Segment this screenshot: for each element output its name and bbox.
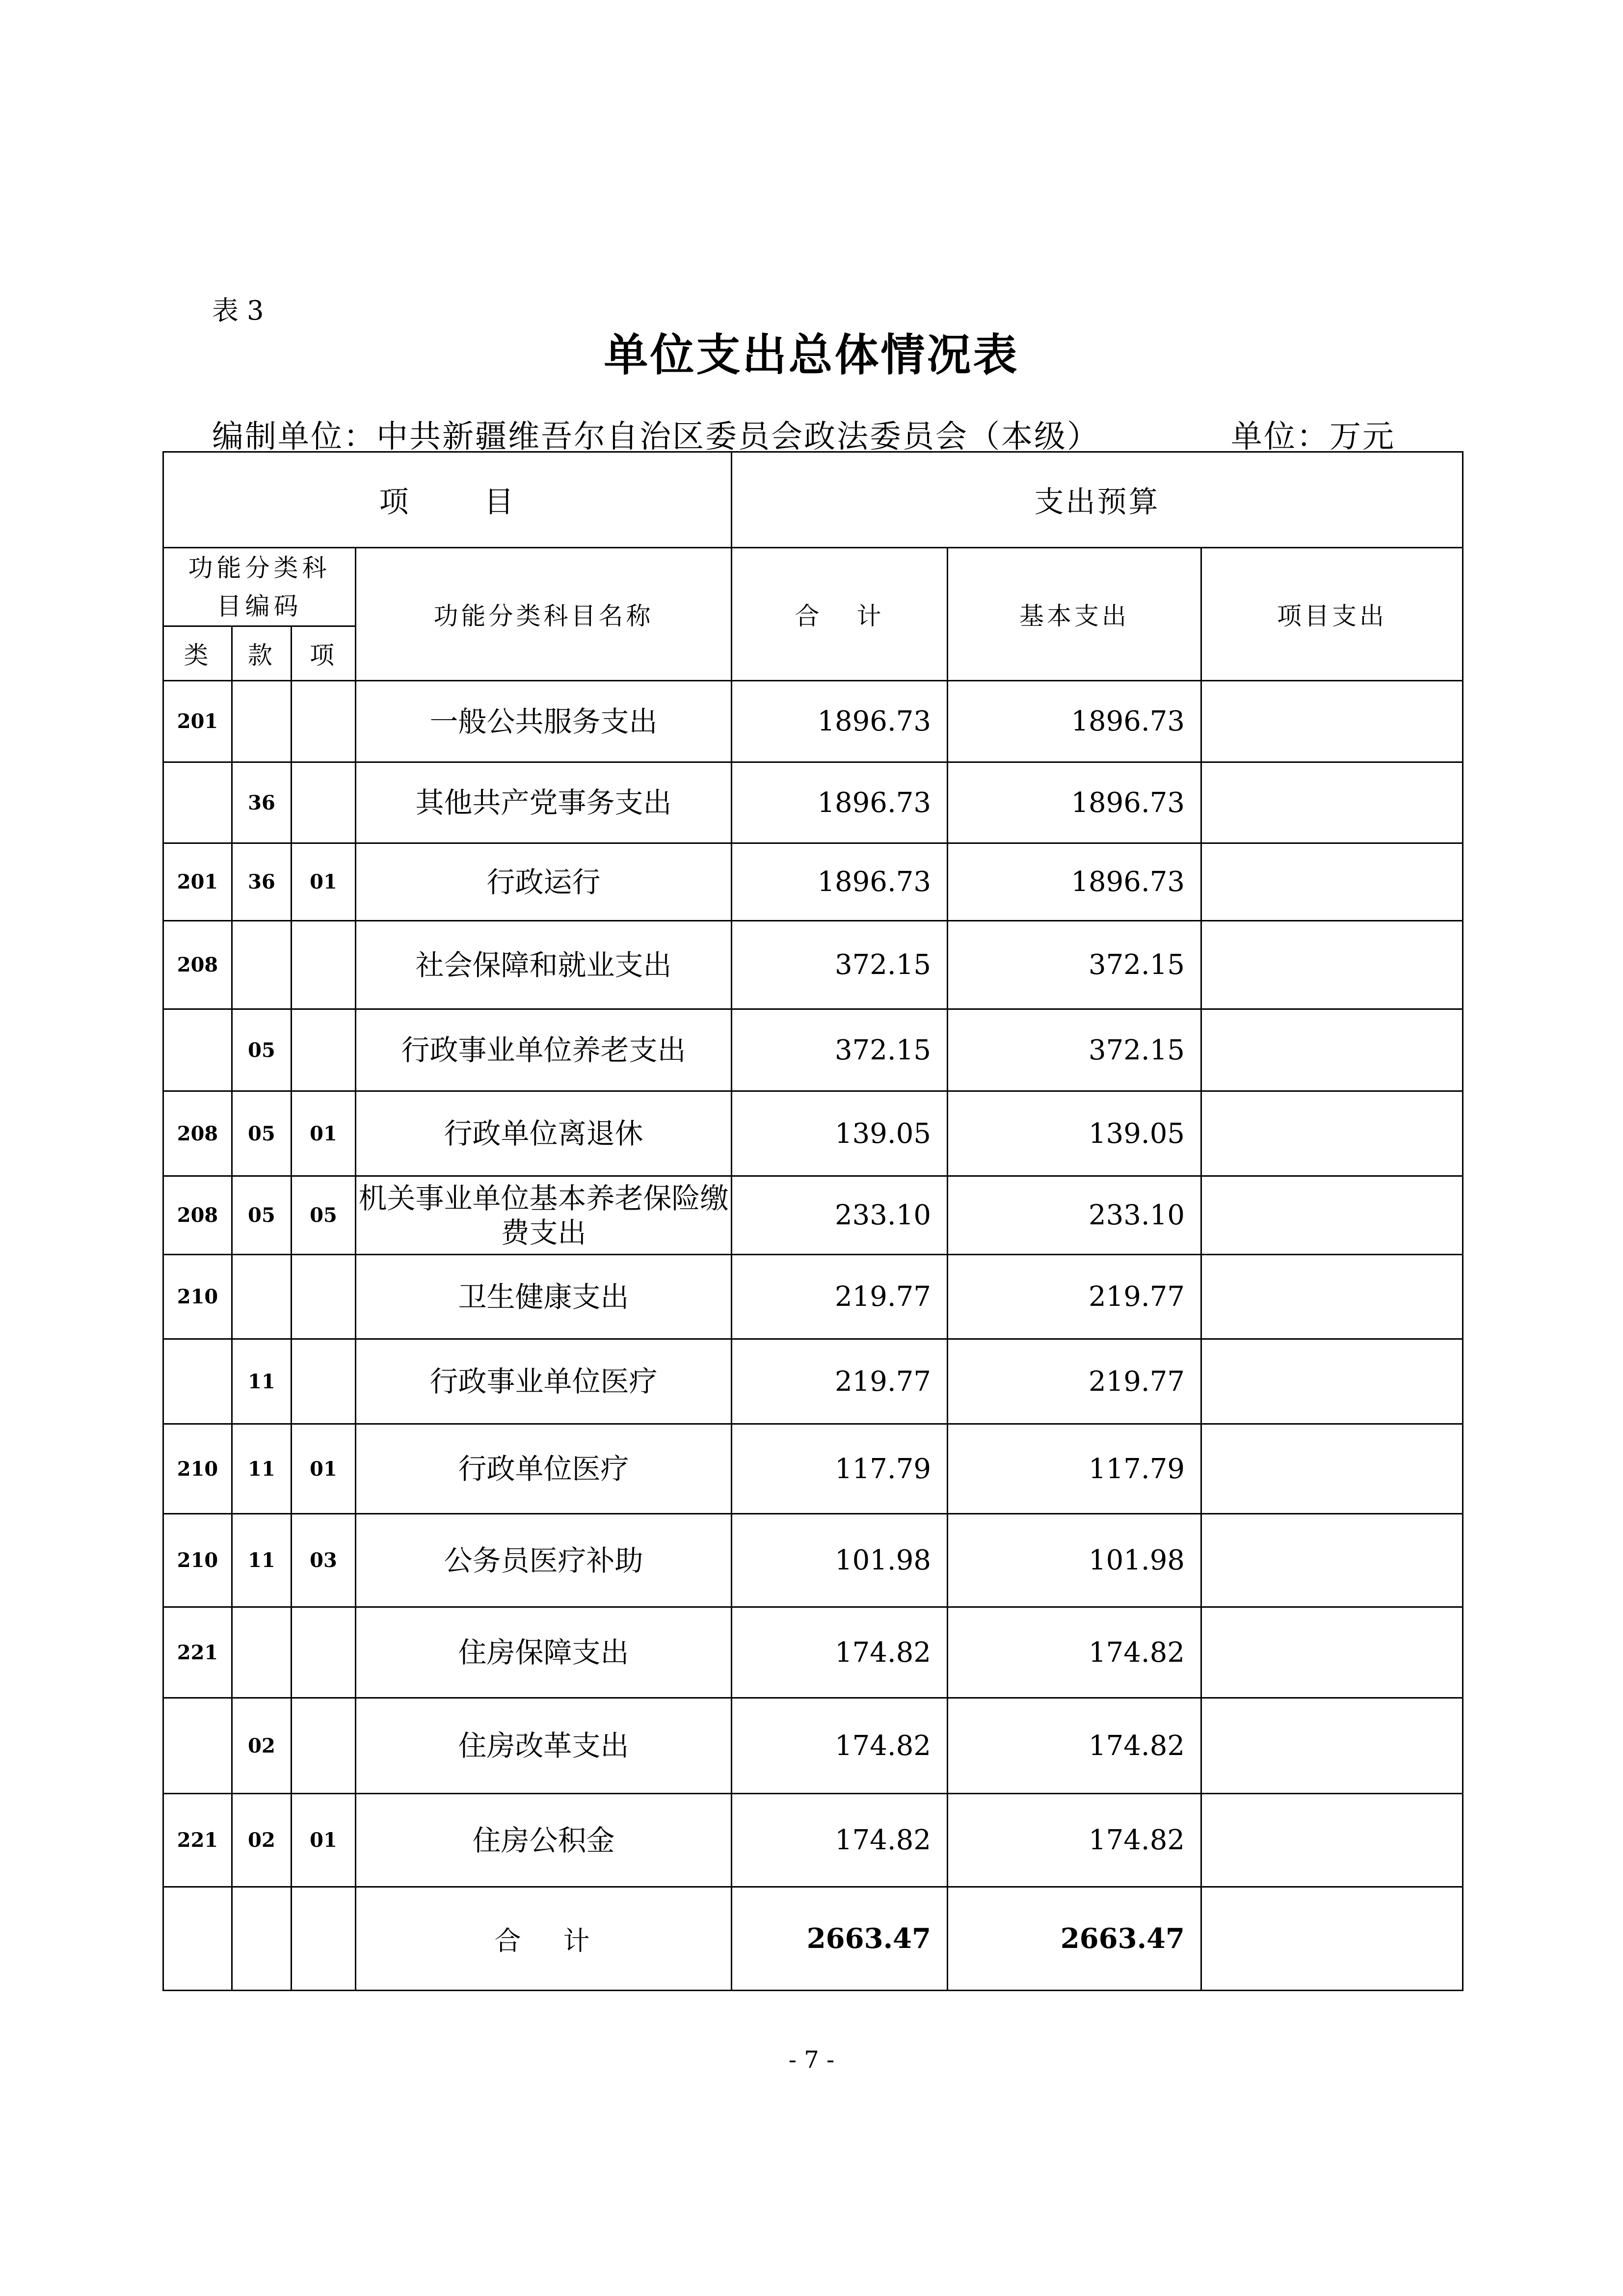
- total-amount: 174.82: [732, 1698, 948, 1794]
- basic-amount: 372.15: [948, 1009, 1201, 1091]
- total-amount: 219.77: [732, 1255, 948, 1339]
- project-amount: [1201, 1514, 1463, 1607]
- table-row: [163, 1607, 1463, 1698]
- subject-name: 公务员医疗补助: [356, 1514, 732, 1607]
- table-row: [163, 1009, 1463, 1091]
- category-code: 210: [163, 1514, 232, 1607]
- header-project: 项 目: [163, 452, 732, 548]
- item-code: 01: [292, 1091, 356, 1176]
- expenditure-table: [162, 451, 1463, 1991]
- category-code: 221: [163, 1794, 232, 1887]
- section-code: 36: [232, 762, 292, 843]
- project-amount: [1201, 1091, 1463, 1176]
- empty-cell: [163, 1887, 232, 1991]
- item-code: 01: [292, 843, 356, 921]
- category-code: 201: [163, 681, 232, 762]
- item-code: 01: [292, 1794, 356, 1887]
- total-amount: 1896.73: [732, 843, 948, 921]
- subject-name: 卫生健康支出: [356, 1255, 732, 1339]
- total-amount: 372.15: [732, 1009, 948, 1091]
- currency-unit: 单位：万元: [1231, 419, 1395, 455]
- table-row: [163, 1091, 1463, 1176]
- total-row: [163, 1887, 1463, 1991]
- project-amount: [1201, 1255, 1463, 1339]
- table-row: [163, 1698, 1463, 1794]
- item-code: 03: [292, 1514, 356, 1607]
- section-code: 02: [232, 1794, 292, 1887]
- item-code: [292, 921, 356, 1009]
- total-amount: 174.82: [732, 1607, 948, 1698]
- total-amount: 233.10: [732, 1176, 948, 1255]
- section-code: [232, 1255, 292, 1339]
- basic-amount: 101.98: [948, 1514, 1201, 1607]
- header-kuan: 款: [232, 626, 292, 681]
- category-code: [163, 762, 232, 843]
- total-amount: 101.98: [732, 1514, 948, 1607]
- project-amount: [1201, 1339, 1463, 1424]
- table-row: [163, 1339, 1463, 1424]
- category-code: 210: [163, 1255, 232, 1339]
- project-amount: [1201, 843, 1463, 921]
- section-code: [232, 681, 292, 762]
- project-amount: [1201, 1009, 1463, 1091]
- category-code: 210: [163, 1424, 232, 1514]
- subject-name: 住房改革支出: [356, 1698, 732, 1794]
- table-number-label: 表 3: [212, 295, 264, 326]
- header-total: 合 计: [732, 548, 948, 681]
- grand-project-amount: [1201, 1887, 1463, 1991]
- project-amount: [1201, 921, 1463, 1009]
- total-amount: 372.15: [732, 921, 948, 1009]
- item-code: [292, 1255, 356, 1339]
- section-code: 05: [232, 1009, 292, 1091]
- subject-name: 行政运行: [356, 843, 732, 921]
- subject-name: 行政事业单位养老支出: [356, 1009, 732, 1091]
- item-code: 01: [292, 1424, 356, 1514]
- subject-name: 行政单位离退休: [356, 1091, 732, 1176]
- header-project-expense: 项目支出: [1201, 548, 1463, 681]
- basic-amount: 174.82: [948, 1794, 1201, 1887]
- basic-amount: 117.79: [948, 1424, 1201, 1514]
- item-code: [292, 1339, 356, 1424]
- category-code: 221: [163, 1607, 232, 1698]
- table-row: [163, 843, 1463, 921]
- section-code: 05: [232, 1176, 292, 1255]
- empty-cell: [232, 1887, 292, 1991]
- section-code: 02: [232, 1698, 292, 1794]
- basic-amount: 1896.73: [948, 843, 1201, 921]
- project-amount: [1201, 1176, 1463, 1255]
- empty-cell: [292, 1887, 356, 1991]
- table-row: [163, 1255, 1463, 1339]
- section-code: 11: [232, 1424, 292, 1514]
- total-amount: 1896.73: [732, 681, 948, 762]
- section-code: 36: [232, 843, 292, 921]
- basic-amount: 233.10: [948, 1176, 1201, 1255]
- subject-name: 社会保障和就业支出: [356, 921, 732, 1009]
- grand-basic-amount: 2663.47: [948, 1887, 1201, 1991]
- total-amount: 117.79: [732, 1424, 948, 1514]
- page-number: - 7 -: [788, 2046, 835, 2074]
- basic-amount: 219.77: [948, 1339, 1201, 1424]
- header-subject-name: 功能分类科目名称: [356, 548, 732, 681]
- table-row: [163, 681, 1463, 762]
- project-amount: [1201, 1607, 1463, 1698]
- category-code: [163, 1698, 232, 1794]
- item-code: 05: [292, 1176, 356, 1255]
- header-code-group: 功能分类科目编码: [163, 548, 356, 626]
- table-row: [163, 762, 1463, 843]
- section-code: [232, 921, 292, 1009]
- table-row: [163, 1514, 1463, 1607]
- subject-name: 一般公共服务支出: [356, 681, 732, 762]
- subject-name: 行政单位医疗: [356, 1424, 732, 1514]
- header-xiang: 项: [292, 626, 356, 681]
- category-code: 208: [163, 1091, 232, 1176]
- section-code: 05: [232, 1091, 292, 1176]
- item-code: [292, 762, 356, 843]
- section-code: 11: [232, 1339, 292, 1424]
- category-code: 201: [163, 843, 232, 921]
- subject-name: 机关事业单位基本养老保险缴费支出: [356, 1176, 732, 1255]
- header-budget: 支出预算: [732, 452, 1463, 548]
- header-lei: 类: [163, 626, 232, 681]
- total-amount: 174.82: [732, 1794, 948, 1887]
- total-amount: 139.05: [732, 1091, 948, 1176]
- basic-amount: 174.82: [948, 1698, 1201, 1794]
- section-code: [232, 1607, 292, 1698]
- item-code: [292, 1698, 356, 1794]
- project-amount: [1201, 1794, 1463, 1887]
- item-code: [292, 1009, 356, 1091]
- total-amount: 1896.73: [732, 762, 948, 843]
- basic-amount: 1896.73: [948, 762, 1201, 843]
- total-label: 合 计: [356, 1887, 732, 1991]
- basic-amount: 372.15: [948, 921, 1201, 1009]
- total-amount: 219.77: [732, 1339, 948, 1424]
- subject-name: 住房保障支出: [356, 1607, 732, 1698]
- project-amount: [1201, 762, 1463, 843]
- subject-name: 住房公积金: [356, 1794, 732, 1887]
- compiling-unit: 编制单位：中共新疆维吾尔自治区委员会政法委员会（本级）: [212, 419, 1100, 455]
- category-code: [163, 1009, 232, 1091]
- section-code: 11: [232, 1514, 292, 1607]
- basic-amount: 139.05: [948, 1091, 1201, 1176]
- table-row: [163, 1424, 1463, 1514]
- table-row: [163, 1794, 1463, 1887]
- subject-name: 行政事业单位医疗: [356, 1339, 732, 1424]
- table-row: [163, 1176, 1463, 1255]
- item-code: [292, 1607, 356, 1698]
- category-code: 208: [163, 921, 232, 1009]
- table-row: [163, 921, 1463, 1009]
- project-amount: [1201, 1698, 1463, 1794]
- header-basic: 基本支出: [948, 548, 1201, 681]
- project-amount: [1201, 681, 1463, 762]
- category-code: 208: [163, 1176, 232, 1255]
- basic-amount: 174.82: [948, 1607, 1201, 1698]
- item-code: [292, 681, 356, 762]
- project-amount: [1201, 1424, 1463, 1514]
- subject-name: 其他共产党事务支出: [356, 762, 732, 843]
- category-code: [163, 1339, 232, 1424]
- page-title: 单位支出总体情况表: [604, 329, 1019, 381]
- basic-amount: 1896.73: [948, 681, 1201, 762]
- basic-amount: 219.77: [948, 1255, 1201, 1339]
- grand-total-amount: 2663.47: [732, 1887, 948, 1991]
